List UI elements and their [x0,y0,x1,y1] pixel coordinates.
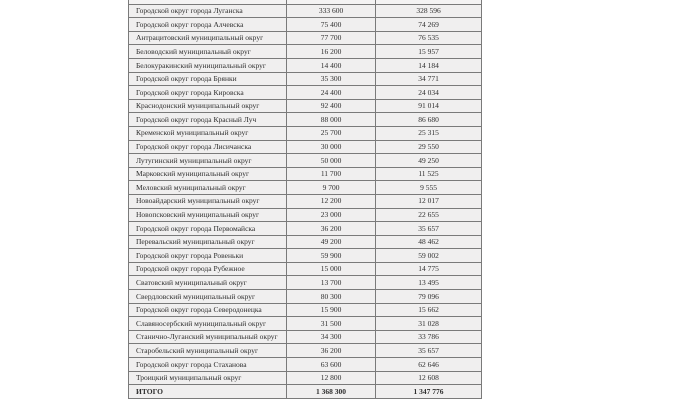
table-row [129,72,482,86]
fact-cell: 35 657 [376,222,482,236]
fact-cell: 22 655 [376,208,482,222]
fact-cell: 34 771 [376,72,482,86]
table-row [129,86,482,100]
municipality-cell: Городской округ города Брянки [129,72,287,86]
municipality-cell: Лутугинский муниципальный округ [129,154,287,168]
table-row [129,99,482,113]
fact-cell: 13 495 [376,276,482,290]
fact-cell: 48 462 [376,235,482,249]
fact-cell: 29 550 [376,140,482,154]
fact-cell: 9 555 [376,181,482,195]
plan-cell: 15 900 [287,303,376,317]
fact-cell: 25 315 [376,126,482,140]
fact-cell: 15 957 [376,45,482,59]
table-row [129,249,482,263]
plan-cell: 75 400 [287,18,376,32]
municipality-cell: Марковский муниципальный округ [129,167,287,181]
fact-cell: 31 028 [376,317,482,331]
plan-cell: 15 000 [287,262,376,276]
municipality-cell: Станично-Луганский муниципальный округ [129,330,287,344]
table-row [129,276,482,290]
fact-cell: 86 680 [376,113,482,127]
plan-cell: 77 700 [287,31,376,45]
total-label-cell: ИТОГО [129,385,287,399]
municipality-cell: Городской округ города Стаханова [129,358,287,372]
municipality-cell: Городской округ города Лисичанска [129,140,287,154]
municipality-cell: Белокуракинский муниципальный округ [129,58,287,72]
municipality-cell: Городской округ города Северодонецка [129,303,287,317]
municipality-cell: Городской округ города Кировска [129,86,287,100]
fact-cell: 12 017 [376,194,482,208]
plan-cell: 9 700 [287,181,376,195]
plan-cell: 36 200 [287,344,376,358]
fact-cell: 62 646 [376,358,482,372]
fact-cell: 14 775 [376,262,482,276]
table-row [129,344,482,358]
municipality-cell: Свердловский муниципальный округ [129,290,287,304]
plan-cell: 63 600 [287,358,376,372]
plan-cell: 12 200 [287,194,376,208]
municipality-cell: Сватовский муниципальный округ [129,276,287,290]
fact-cell: 35 657 [376,344,482,358]
table-row [129,31,482,45]
fact-cell: 74 269 [376,18,482,32]
plan-cell: 80 300 [287,290,376,304]
municipality-cell: Новоайдарский муниципальный округ [129,194,287,208]
fact-cell: 15 662 [376,303,482,317]
plan-cell: 31 500 [287,317,376,331]
total-plan-cell: 1 368 300 [287,385,376,399]
municipality-cell: Краснодонский муниципальный округ [129,99,287,113]
fact-cell: 79 096 [376,290,482,304]
table-row [129,45,482,59]
plan-cell: 50 000 [287,154,376,168]
plan-cell: 49 200 [287,235,376,249]
table-row [129,330,482,344]
table-body [129,0,482,398]
fact-cell: 328 596 [376,4,482,18]
table-row [129,154,482,168]
table-row [129,113,482,127]
municipality-cell: Городской округ города Луганска [129,4,287,18]
table-row [129,58,482,72]
plan-cell: 88 000 [287,113,376,127]
municipality-cell: Славяносербский муниципальный округ [129,317,287,331]
plan-cell: 24 400 [287,86,376,100]
municipality-cell: Городской округ города Рубежное [129,262,287,276]
table-row [129,181,482,195]
fact-cell: 59 002 [376,249,482,263]
plan-cell: 333 600 [287,4,376,18]
fact-cell: 24 034 [376,86,482,100]
plan-cell: 92 400 [287,99,376,113]
municipality-cell: Городской округ города Алчевска [129,18,287,32]
fact-cell: 12 608 [376,371,482,385]
table-row [129,4,482,18]
total-row [129,385,482,399]
table-row [129,167,482,181]
plan-cell: 14 400 [287,58,376,72]
municipality-cell: Кременской муниципальный округ [129,126,287,140]
municipality-cell: Городской округ города Ровеньки [129,249,287,263]
municipality-cell: Троицкий муниципальный округ [129,371,287,385]
total-fact-cell: 1 347 776 [376,385,482,399]
table-row [129,126,482,140]
table-row [129,222,482,236]
fact-cell: 33 786 [376,330,482,344]
municipality-cell: Старобельский муниципальный округ [129,344,287,358]
table-row [129,208,482,222]
municipality-cell: Антрацитовский муниципальный округ [129,31,287,45]
plan-cell: 25 700 [287,126,376,140]
municipality-cell: Беловодский муниципальный округ [129,45,287,59]
fact-cell: 76 535 [376,31,482,45]
municipality-cell: Новопсковский муниципальный округ [129,208,287,222]
plan-cell: 36 200 [287,222,376,236]
municipality-cell: Перевальский муниципальный округ [129,235,287,249]
plan-cell: 16 200 [287,45,376,59]
table-row [129,140,482,154]
table-row [129,194,482,208]
plan-cell: 11 700 [287,167,376,181]
table-row [129,371,482,385]
table-row [129,262,482,276]
plan-cell: 23 000 [287,208,376,222]
table-row [129,235,482,249]
table-row [129,358,482,372]
municipality-cell: Городской округ города Первомайска [129,222,287,236]
municipality-cell: Меловский муниципальный округ [129,181,287,195]
plan-cell: 34 300 [287,330,376,344]
plan-cell: 13 700 [287,276,376,290]
fact-cell: 14 184 [376,58,482,72]
fact-cell: 49 250 [376,154,482,168]
table-row [129,290,482,304]
plan-cell: 59 900 [287,249,376,263]
table-row [129,317,482,331]
table-row [129,18,482,32]
plan-cell: 35 300 [287,72,376,86]
plan-cell: 30 000 [287,140,376,154]
plan-cell: 12 800 [287,371,376,385]
table-row [129,303,482,317]
municipalities-table [128,0,482,399]
fact-cell: 11 525 [376,167,482,181]
fact-cell: 91 014 [376,99,482,113]
municipality-cell: Городской округ города Красный Луч [129,113,287,127]
